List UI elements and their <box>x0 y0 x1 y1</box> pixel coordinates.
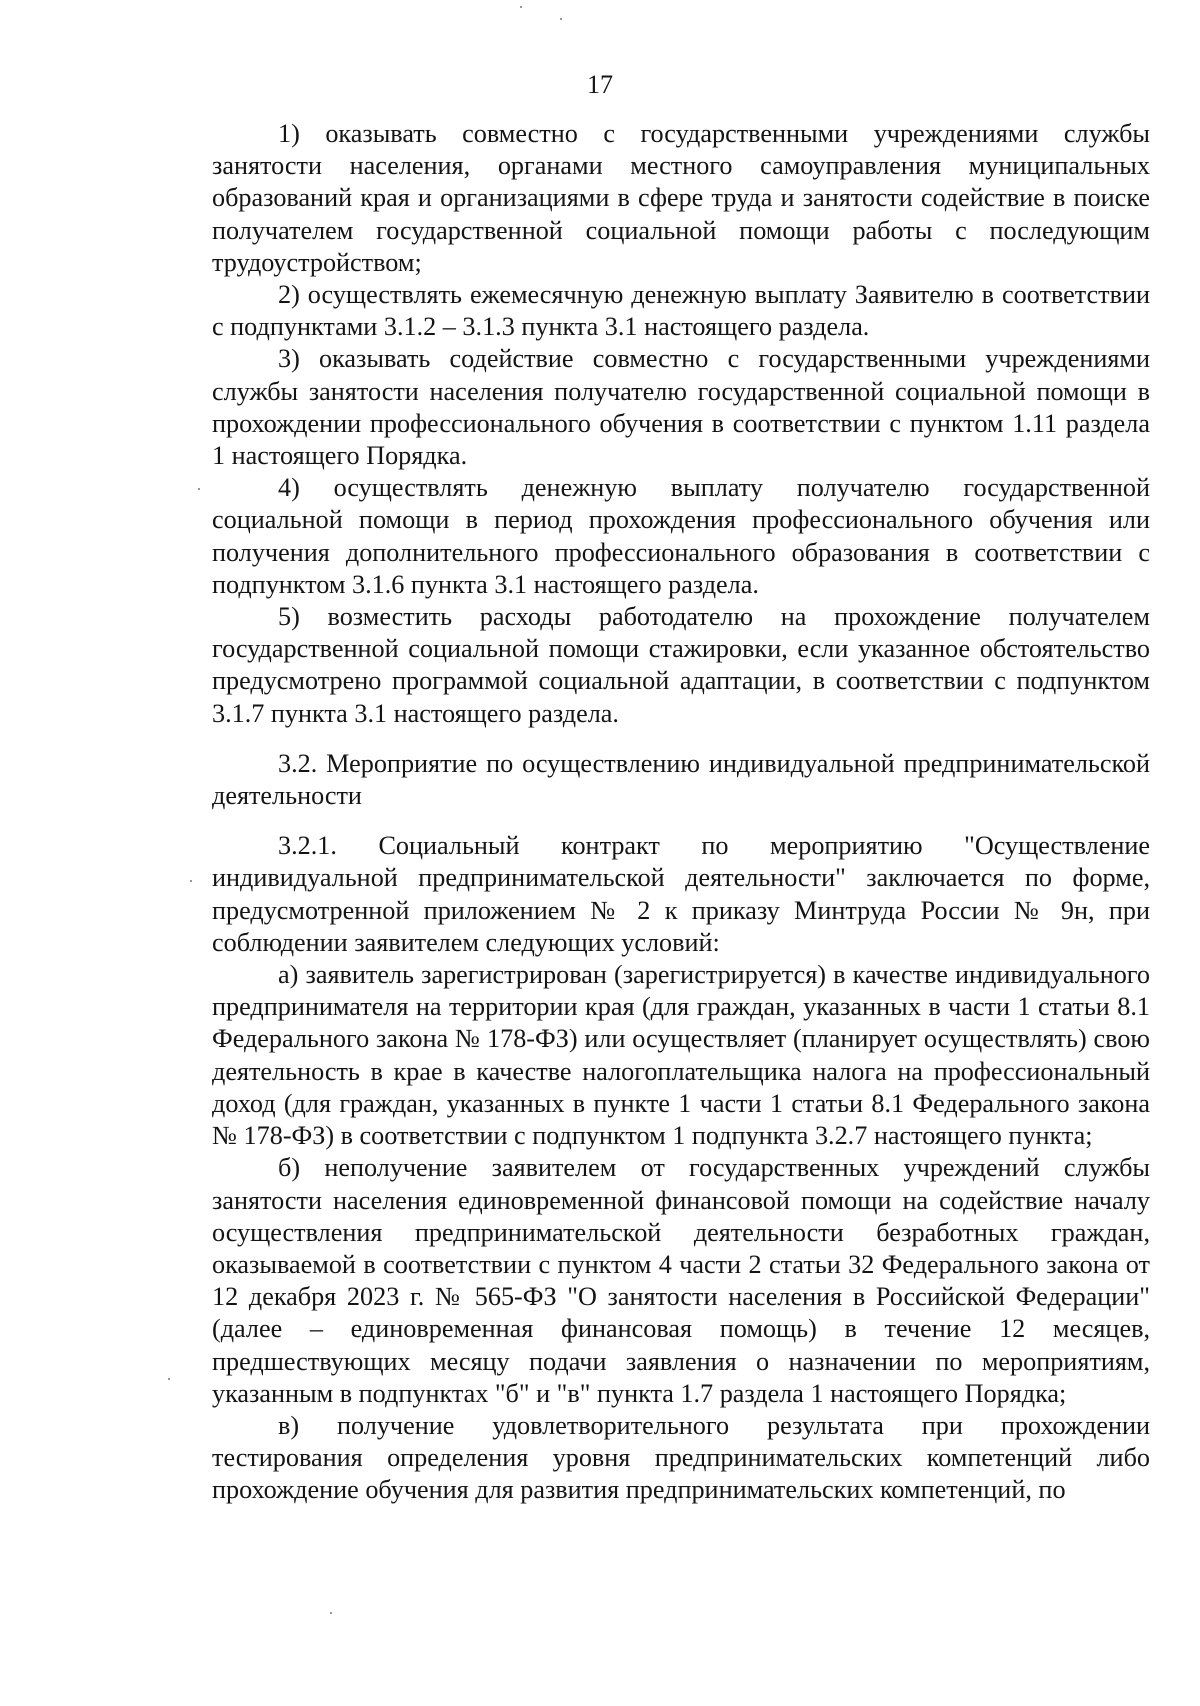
scan-speck <box>198 488 200 490</box>
scan-speck <box>190 880 192 882</box>
condition-a: а) заявитель зарегистрирован (зарегистрируется) в качестве индивидуального предпринимателя на территории края (для граждан, указанных в части 1 статьи 8.1 Федерального закона № 178-ФЗ) или осуществляет (планирует осуществлять) свою деятельность в крае в качестве налогоплательщика налога на профессиональный доход (для граждан, указанных в пункте 1 части 1 статьи 8.1 Федерального закона № 178-ФЗ) в соответствии с подпунктом 1 подпункта 3.2.7 настоящего пункта; <box>212 960 1150 1151</box>
section-heading: 3.2. Мероприятие по осуществлению индивидуальной предпринимательской деятельности <box>212 748 1150 811</box>
condition-c: в) получение удовлетворительного результата при прохождении тестирования определения уровня предпринимательских компетенций либо прохождение обучения для развития предпринимательских компетенций, по <box>212 1410 1150 1505</box>
obligation-item-1: 1) оказывать совместно с государственными учреждениями службы занятости населения, органами местного самоуправления муниципальных образований края и организациями в сфере труда и занятости содействие в поиске получателем государственной социальной помощи работы с последующим трудоустройством; <box>212 119 1150 277</box>
obligation-item-5: 5) возместить расходы работодателю на прохождение получателем государственной социальной помощи стажировки, если указанное обстоятельство предусмотрено программой социальной адаптации, в соответствии с подпунктом 3.1.7 пункта 3.1 настоящего раздела. <box>212 602 1150 728</box>
page-number: 17 <box>587 70 613 99</box>
scan-speck <box>520 6 522 8</box>
scan-speck <box>330 1612 332 1614</box>
scan-speck <box>560 18 562 20</box>
document-body <box>212 118 1150 1507</box>
scan-speck <box>168 1378 170 1380</box>
obligation-item-2: 2) осуществлять ежемесячную денежную выплату Заявителю в соответствии с подпунктами 3.1.2 – 3.1.3 пункта 3.1 настоящего раздела. <box>212 280 1150 342</box>
obligation-item-4: 4) осуществлять денежную выплату получателю государственной социальной помощи в период прохождения профессионального обучения или получения дополнительного профессионального образования в соответствии с подпунктом 3.1.6 пункта 3.1 настоящего раздела. <box>212 473 1150 599</box>
obligation-item-3: 3) оказывать содействие совместно с государственными учреждениями службы занятости населения получателю государственной социальной помощи в прохождении профессионального обучения в соответствии с пунктом 1.11 раздела 1 настоящего Порядка. <box>212 344 1150 471</box>
condition-b: б) неполучение заявителем от государственных учреждений службы занятости населения единовременной финансовой помощи на содействие началу осуществления предпринимательской деятельности безработных граждан, оказываемой в соответствии с пунктом 4 части 2 статьи 32 Федерального закона от 12 декабря 2023 г. № 565-ФЗ "О занятости населения в Российской Федерации" (далее – единовременная финансовая помощь) в течение 12 месяцев, предшествующих месяцу подачи заявления о назначении по мероприятиям, указанным в подпунктах "б" и "в" пункта 1.7 раздела 1 настоящего Порядка; <box>212 1153 1150 1408</box>
clause-3-2-1: 3.2.1. Социальный контракт по мероприятию "Осуществление индивидуальной предпринимательской деятельности" заключается по форме, предусмотренной приложением № 2 к приказу Минтруда России № 9н, при соблюдении заявителем следующих условий: <box>212 831 1150 957</box>
